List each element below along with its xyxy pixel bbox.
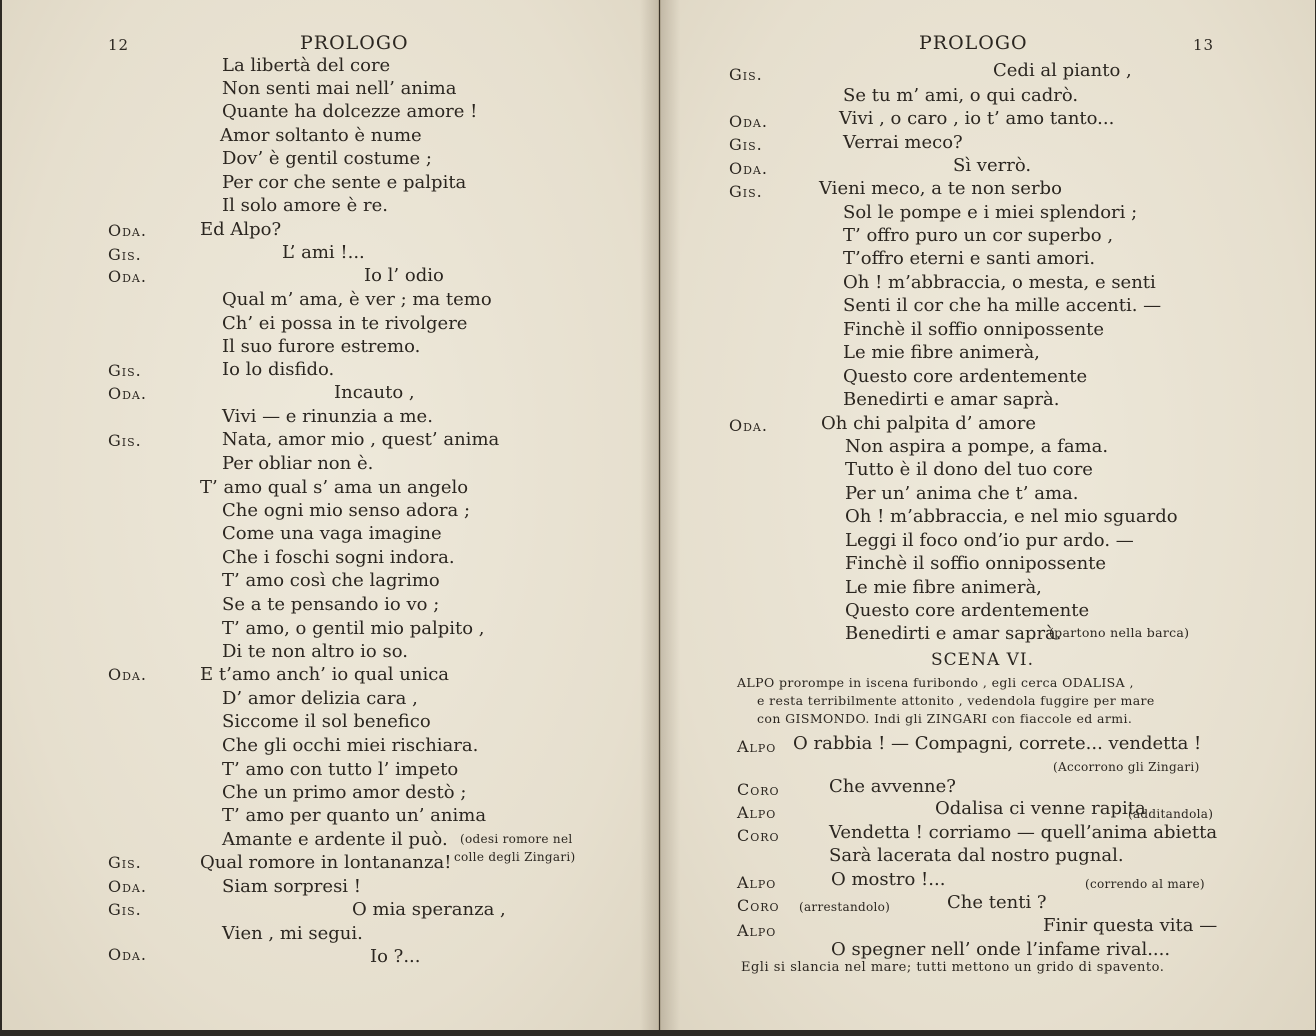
verse-line: Oh ! m’abbraccia, e nel mio sguardo <box>845 506 1178 527</box>
verse-line: Qual romore in lontananza! <box>200 852 452 873</box>
verse-line: La libertà del core <box>222 55 391 76</box>
speaker-label: Oda. <box>108 945 147 964</box>
verse-line: Le mie fibre animerà, <box>845 577 1042 598</box>
verse-line: Vieni meco, a te non serbo <box>819 178 1062 199</box>
speaker-label: Oda. <box>108 877 147 896</box>
verse-line: T’ amo per quanto un’ anima <box>222 805 487 826</box>
speaker-label: Alpo <box>737 921 777 940</box>
verse-line: Amante e ardente il può. <box>222 829 448 850</box>
verse-line: Le mie fibre animerà, <box>843 342 1040 363</box>
verse-line: Benedirti e amar saprà. <box>845 623 1062 644</box>
verse-line: Sarà lacerata dal nostro pugnal. <box>829 845 1124 866</box>
verse-line: Senti il cor che ha mille accenti. — <box>843 295 1162 316</box>
verse-line: Oh ! m’abbraccia, o mesta, e senti <box>843 272 1156 293</box>
speaker-label: Alpo <box>737 873 777 892</box>
verse-line: Se a te pensando io vo ; <box>222 594 440 615</box>
running-header: PROLOGO <box>919 32 1028 54</box>
verse-line: Finchè il soffio onnipossente <box>845 553 1107 574</box>
stage-note: (odesi romore nel <box>460 832 573 846</box>
verse-line: Nata, amor mio , quest’ anima <box>222 429 500 450</box>
verse-line: Verrai meco? <box>843 132 963 153</box>
verse-line: Ed Alpo? <box>200 219 282 240</box>
stage-note: colle degli Zingari) <box>454 850 576 864</box>
page-number: 12 <box>108 36 130 54</box>
verse-line: O spegner nell’ onde l’infame rival.... <box>831 939 1171 960</box>
verse-line: Vivi , o caro , io t’ amo tanto... <box>839 108 1115 129</box>
verse-line: Che gli occhi miei rischiara. <box>222 735 479 756</box>
verse-line: E t’amo anch’ io qual unica <box>200 664 450 685</box>
verse-line: Ch’ ei possa in te rivolgere <box>222 313 468 334</box>
verse-line: Qual m’ ama, è ver ; ma temo <box>222 289 492 310</box>
verse-line: T’ amo con tutto l’ impeto <box>222 759 459 780</box>
verse-line: Di te non altro io so. <box>222 641 408 662</box>
stage-note: (correndo al mare) <box>1085 877 1205 891</box>
verse-line: T’offro eterni e santi amori. <box>843 248 1096 269</box>
speaker-label: Gis. <box>108 245 142 264</box>
verse-line: Vien , mi segui. <box>222 923 363 944</box>
speaker-label: Oda. <box>108 267 147 286</box>
verse-line: T’ offro puro un cor superbo , <box>843 225 1114 246</box>
speaker-label: Oda. <box>729 416 768 435</box>
verse-line: Come una vaga imagine <box>222 523 442 544</box>
verse-line: Quante ha dolcezze amore ! <box>222 101 478 122</box>
stage-direction-line: ALPO prorompe in iscena furibondo , egli cerca ODALISA , <box>737 675 1134 690</box>
speaker-label: Gis. <box>108 431 142 450</box>
verse-line: O mia speranza , <box>352 899 506 920</box>
speaker-label: Gis. <box>108 361 142 380</box>
verse-line: Se tu m’ ami, o qui cadrò. <box>843 85 1079 106</box>
verse-line: Questo core ardentemente <box>845 600 1090 621</box>
verse-line: Che ogni mio senso adora ; <box>222 500 471 521</box>
stage-note: (Accorrono gli Zingari) <box>1053 760 1200 774</box>
speaker-label: Coro <box>737 896 780 915</box>
running-header: PROLOGO <box>300 32 409 54</box>
speaker-label: Gis. <box>108 900 142 919</box>
verse-line: Siccome il sol benefico <box>222 711 431 732</box>
verse-line: Vendetta ! corriamo — quell’anima abietta <box>829 822 1218 843</box>
right-page <box>660 0 1315 1030</box>
verse-line: Dov’ è gentil costume ; <box>222 148 432 169</box>
verse-line: Che tenti ? <box>947 892 1047 913</box>
verse-line: T’ amo, o gentil mio palpito , <box>222 618 485 639</box>
left-page <box>2 0 659 1030</box>
verse-line: Siam sorpresi ! <box>222 876 362 897</box>
verse-line: Il solo amore è re. <box>222 195 388 216</box>
verse-line: Tutto è il dono del tuo core <box>845 459 1093 480</box>
closing-stage-direction: Egli si slancia nel mare; tutti mettono un grido di spavento. <box>741 960 1165 975</box>
verse-line: T’ amo qual s’ ama un angelo <box>200 477 469 498</box>
verse-line: Finchè il soffio onnipossente <box>843 319 1105 340</box>
stage-note: (partono nella barca) <box>1049 625 1190 640</box>
speaker-label: Gis. <box>729 65 763 84</box>
verse-line: Che avvenne? <box>829 776 956 797</box>
verse-line: T’ amo così che lagrimo <box>222 570 440 591</box>
verse-line: Il suo furore estremo. <box>222 336 421 357</box>
verse-line: Vivi — e rinunzia a me. <box>222 406 433 427</box>
speaker-label: Oda. <box>108 384 147 403</box>
verse-line: D’ amor delizia cara , <box>222 688 418 709</box>
verse-line: Per obliar non è. <box>222 453 374 474</box>
speaker-label: Oda. <box>108 665 147 684</box>
verse-line: Cedi al pianto , <box>993 60 1132 81</box>
speaker-label: Oda. <box>108 221 147 240</box>
verse-line: Per cor che sente e palpita <box>222 172 467 193</box>
verse-line: Io l’ odio <box>364 265 444 286</box>
stage-note: (arrestandolo) <box>799 900 891 914</box>
speaker-label: Gis. <box>108 853 142 872</box>
verse-line: Non aspira a pompe, a fama. <box>845 436 1109 457</box>
verse-line: Incauto , <box>334 382 415 403</box>
speaker-label: Coro <box>737 826 780 845</box>
verse-line: Io lo disfido. <box>222 359 335 380</box>
speaker-label: Coro <box>737 780 780 799</box>
verse-line: L’ ami !... <box>282 242 365 263</box>
speaker-label: Gis. <box>729 182 763 201</box>
speaker-label: Alpo <box>737 737 777 756</box>
speaker-label: Gis. <box>729 135 763 154</box>
verse-line: Benedirti e amar saprà. <box>843 389 1060 410</box>
verse-line: Odalisa ci venne rapita <box>935 798 1146 819</box>
speaker-label: Alpo <box>737 803 777 822</box>
stage-direction-line: con GISMONDO. Indi gli ZINGARI con fiaccole ed armi. <box>757 711 1133 726</box>
verse-line: Per un’ anima che t’ ama. <box>845 483 1079 504</box>
verse-line: Che un primo amor destò ; <box>222 782 467 803</box>
verse-line: O mostro !... <box>831 869 946 890</box>
scene-title: SCENA VI. <box>931 650 1035 670</box>
verse-line: Questo core ardentemente <box>843 366 1088 387</box>
verse-line: Amor soltanto è nume <box>220 125 422 146</box>
stage-direction-line: e resta terribilmente attonito , vedendola fuggire per mare <box>757 693 1155 708</box>
verse-line: Sì verrò. <box>953 155 1032 176</box>
verse-line: Leggi il foco ond’io pur ardo. — <box>845 530 1134 551</box>
verse-line: Oh chi palpita d’ amore <box>821 413 1037 434</box>
page-number: 13 <box>1193 36 1215 54</box>
verse-line: Sol le pompe e i miei splendori ; <box>843 202 1138 223</box>
speaker-label: Oda. <box>729 112 768 131</box>
verse-line: Non senti mai nell’ anima <box>222 78 457 99</box>
verse-line: Finir questa vita — <box>1043 915 1218 936</box>
verse-line: Io ?... <box>370 946 421 967</box>
verse-line: O rabbia ! — Compagni, correte... vendetta ! <box>793 733 1202 754</box>
speaker-label: Oda. <box>729 159 768 178</box>
stage-note: (additandola) <box>1128 807 1214 821</box>
verse-line: Che i foschi sogni indora. <box>222 547 455 568</box>
